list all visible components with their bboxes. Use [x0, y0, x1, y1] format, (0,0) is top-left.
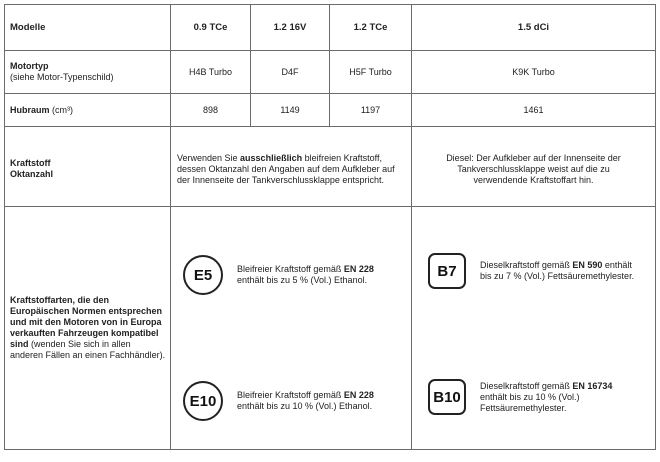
b10-desc-post: enthält bis zu 10 % (Vol.) Fettsäuremethylester.	[480, 391, 580, 413]
motortyp-sublabel: (siehe Motor-Typenschild)	[10, 72, 114, 82]
b7-desc-pre: Dieselkraftstoff gemäß	[480, 260, 573, 270]
petrol-note-post: bleifreien Kraftstoff, dessen Oktanzahl den Angaben auf dem Aufkleber auf der Innenseite der Tankverschlussklappe entspricht.	[177, 152, 395, 185]
e5-norm: EN 228	[343, 264, 374, 274]
hubraum-unit: (cm³)	[49, 104, 74, 115]
b7-description	[480, 260, 638, 282]
b10-description	[480, 381, 638, 414]
b7-badge-icon: B7	[428, 253, 466, 289]
hubraum-value-2: 1149	[251, 94, 330, 127]
motortyp-value-1: H4B Turbo	[171, 51, 251, 94]
petrol-note-cell	[171, 127, 412, 207]
e5-desc-post: enthält bis zu 5 % (Vol.) Ethanol.	[237, 275, 368, 285]
fuel-b7	[428, 253, 638, 289]
e10-norm: EN 228	[343, 390, 374, 400]
petrol-note-pre: Verwenden Sie	[177, 152, 241, 163]
e5-description	[237, 264, 397, 286]
kraftstoffarten-label-normal: (wenden Sie sich in allen anderen Fällen an einen Fachhändler).	[10, 339, 166, 360]
table-row-motortyp	[5, 51, 656, 94]
table-header-row	[5, 5, 656, 51]
kraftstoffarten-label	[10, 295, 170, 361]
e10-desc-pre: Bleifreier Kraftstoff gemäß	[237, 390, 344, 400]
oktanzahl-label: Oktanzahl	[10, 169, 54, 179]
b10-badge-icon: B10	[428, 379, 466, 415]
table-row-kraftstoffarten	[5, 207, 656, 450]
header-modelle: Modelle	[5, 5, 171, 51]
e10-badge-icon: E10	[183, 381, 223, 421]
motortyp-value-3: H5F Turbo	[330, 51, 412, 94]
fuel-e10	[183, 381, 397, 421]
table-row-kraftstoff	[5, 127, 656, 207]
e10-desc-post: enthält bis zu 10 % (Vol.) Ethanol.	[237, 401, 373, 411]
b7-norm: EN 590	[572, 260, 603, 270]
b7-desc-post: enthält bis zu 7 % (Vol.) Fettsäuremethylester.	[480, 260, 635, 281]
hubraum-label: Hubraum	[10, 104, 50, 115]
hubraum-label-cell	[5, 94, 171, 127]
diesel-note-cell	[412, 127, 656, 207]
diesel-note: Diesel: Der Aufkleber auf der Innenseite der Tankverschlussklappe weist auf die zu verwendende Kraftstoffart hin.	[446, 152, 621, 185]
kraftstoffarten-label-bold: Kraftstoffarten, die den Europäischen Normen entsprechen und mit den Motoren von in Europa verkauften Fahrzeugen kompatibel sind	[10, 295, 163, 349]
engine-spec-table	[4, 4, 656, 450]
b10-norm: EN 16734	[572, 380, 613, 391]
header-model-09-tce: 0.9 TCe	[171, 5, 251, 51]
e10-description	[237, 390, 397, 412]
hubraum-value-3: 1197	[330, 94, 412, 127]
petrol-note	[171, 153, 411, 186]
motortyp-value-4: K9K Turbo	[412, 51, 656, 94]
e5-desc-pre: Bleifreier Kraftstoff gemäß	[237, 264, 344, 274]
hubraum-value-1: 898	[171, 94, 251, 127]
motortyp-label: Motortyp	[10, 61, 49, 71]
header-model-12-tce: 1.2 TCe	[330, 5, 412, 51]
petrol-note-bold: ausschließlich	[240, 152, 303, 163]
b10-desc-pre: Dieselkraftstoff gemäß	[480, 380, 573, 391]
fuel-e5	[183, 255, 397, 295]
diesel-fuels-cell	[412, 207, 656, 450]
kraftstoffarten-label-cell	[5, 207, 171, 450]
hubraum-value-4: 1461	[412, 94, 656, 127]
motortyp-value-2: D4F	[251, 51, 330, 94]
motortyp-label-cell	[5, 51, 171, 94]
kraftstoff-label-cell	[5, 127, 171, 207]
header-model-12-16v: 1.2 16V	[251, 5, 330, 51]
e5-badge-icon: E5	[183, 255, 223, 295]
kraftstoff-label: Kraftstoff	[10, 158, 51, 168]
petrol-fuels-cell	[171, 207, 412, 450]
table-row-hubraum	[5, 94, 656, 127]
fuel-b10	[428, 379, 638, 415]
header-model-15-dci: 1.5 dCi	[412, 5, 656, 51]
